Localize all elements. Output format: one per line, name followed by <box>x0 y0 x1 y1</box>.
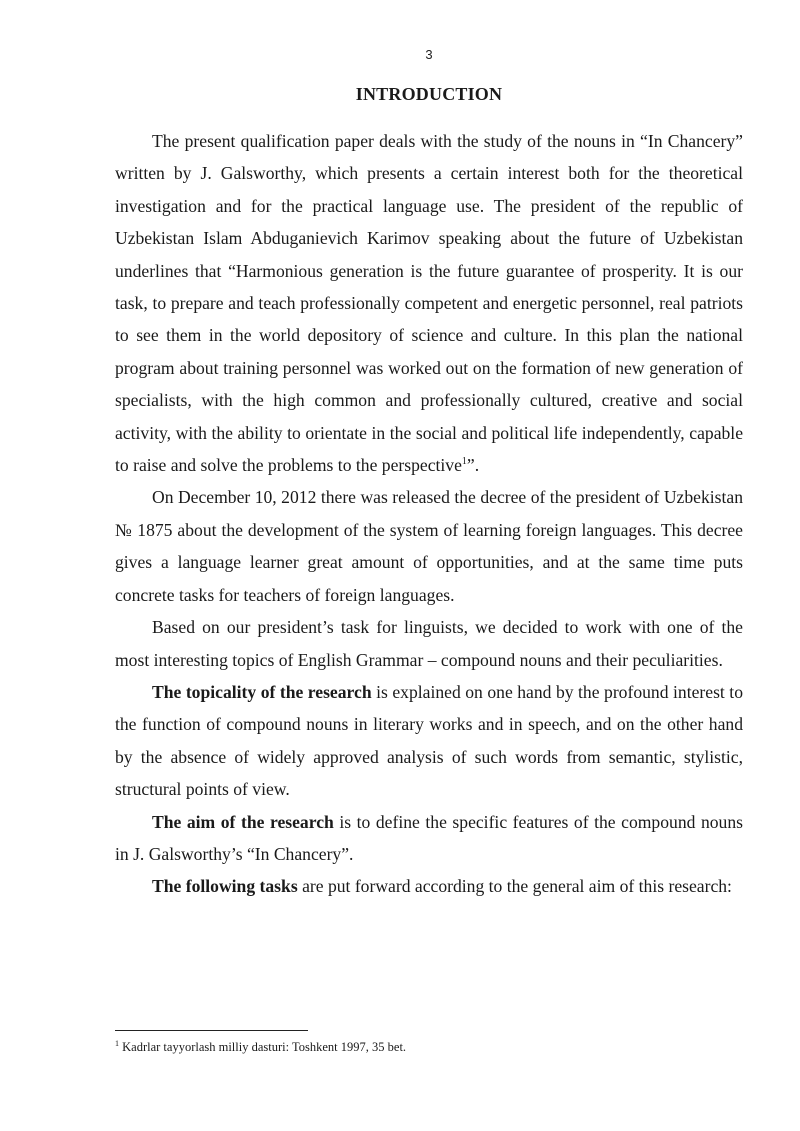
bold-heading-text: The following tasks <box>152 876 298 897</box>
footnote-marker: 1 <box>115 1038 119 1048</box>
document-body <box>115 125 743 903</box>
footnote-text: Kadrlar tayyorlash milliy dasturi: Toshkent 1997, 35 bet. <box>119 1040 407 1054</box>
paragraph <box>115 806 743 871</box>
paragraph-text: The present qualification paper deals with the study of the nouns in “In Chancery” written by J. Galsworthy, which presents a certain interest both for the theoretical investigation and for the practical language use. The president of the republic of Uzbekistan Islam Abduganievich Karimov speaking about the future of Uzbekistan underlines that “Harmonious generation is the future guarantee of prosperity. It is our task, to prepare and teach professionally competent and energetic personnel, real patriots to see them in the world depository of science and culture. In this plan the national program about training personnel was worked out on the formation of new generation of specialists, with the high common and professionally cultured, creative and social activity, with the ability to orientate in the social and political life independently, capable to raise and solve the problems to the perspective <box>115 131 743 476</box>
page-number: 3 <box>425 47 433 62</box>
paragraph <box>115 676 743 806</box>
paragraph <box>115 125 743 481</box>
paragraph-text: is to define the specific features of the compound nouns in J. Galsworthy’s “In Chancery”. <box>115 811 743 864</box>
paragraph-text: are put forward according to the general aim of this research: <box>297 876 732 897</box>
paragraph <box>115 870 743 902</box>
page-title: INTRODUCTION <box>355 84 503 104</box>
footnote <box>115 1039 743 1055</box>
bold-heading-text: The topicality of the research <box>152 681 372 702</box>
footnote-divider <box>115 1030 308 1031</box>
bold-heading-text: The aim of the research <box>152 811 334 832</box>
paragraph-text: is explained on one hand by the profound interest to the function of compound nouns in literary works and in speech, and on the other hand by the absence of widely approved analysis of such words from semantic, stylistic, structural points of view. <box>115 681 743 800</box>
paragraph: On December 10, 2012 there was released the decree of the president of Uzbekistan № 1875 about the development of the system of learning foreign languages. This decree gives a language learner great amount of opportunities, and at the same time puts concrete tasks for teachers of foreign languages. <box>115 487 743 605</box>
paragraph-text: ”. <box>466 455 480 476</box>
paragraph: Based on our president’s task for linguists, we decided to work with one of the most interesting topics of English Grammar – compound nouns and their peculiarities. <box>115 617 743 670</box>
footnote-reference[interactable]: 1 <box>461 456 467 468</box>
